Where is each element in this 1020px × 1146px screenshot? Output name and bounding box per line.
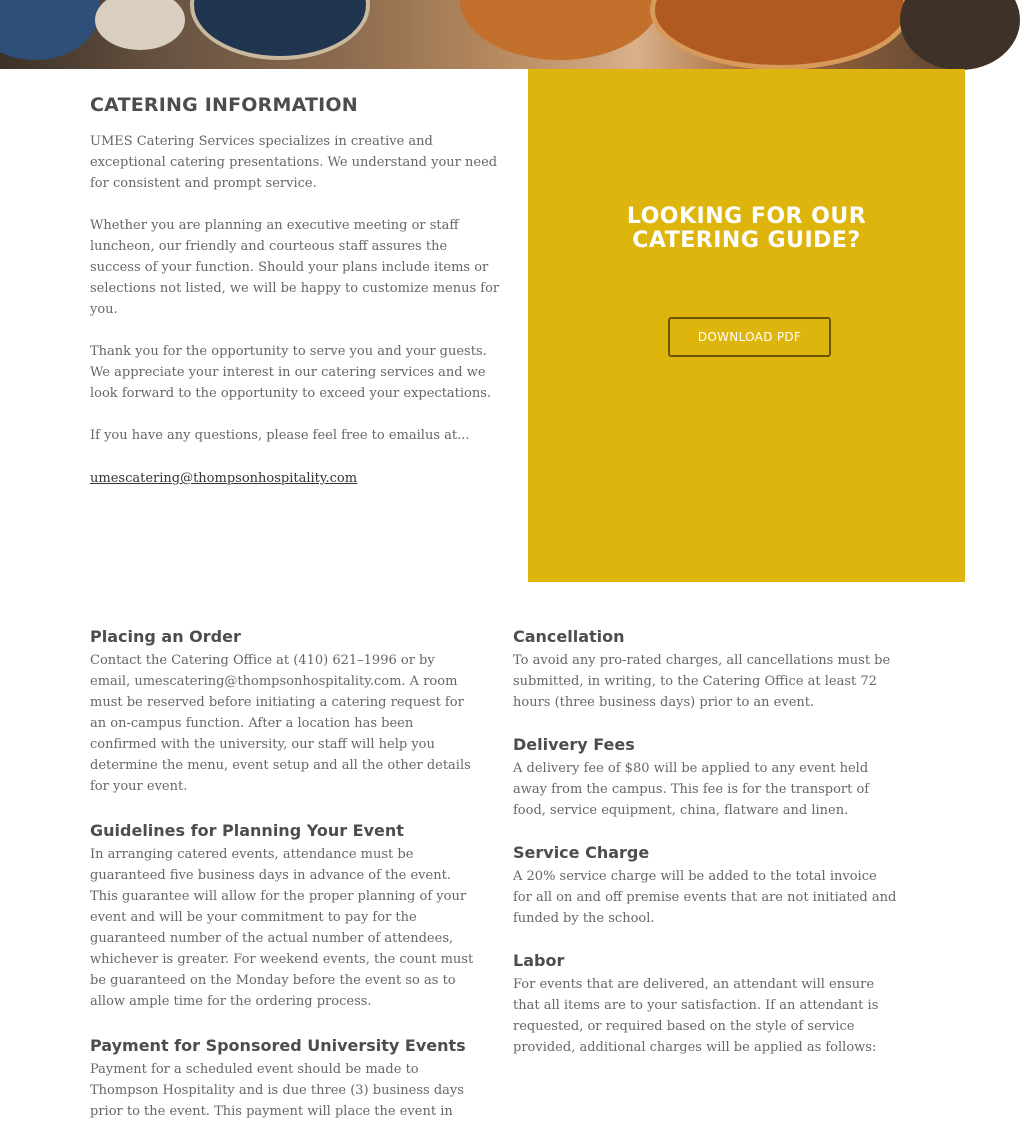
section-body: For events that are delivered, an attendant will ensure that all items are to your satisfaction. If an attendant is requested, or required based on the style of service provided, additional charges will be applied as follows:	[513, 977, 879, 1055]
intro-paragraph: Thank you for the opportunity to serve you and your guests. We appreciate your interest in our catering services and we look forward to the opportunity to exceed your expectations.	[90, 344, 492, 401]
intro-paragraph: UMES Catering Services specializes in creative and exceptional catering presentations. We understand your need for consistent and prompt service.	[90, 134, 498, 191]
copper-pot-shape	[460, 0, 660, 60]
section-heading: Cancellation	[513, 627, 625, 646]
section-payment	[90, 1036, 475, 1122]
section-heading: Labor	[513, 951, 565, 970]
info-column-right	[513, 627, 898, 1080]
section-body: To avoid any pro-rated charges, all cancellations must be submitted, in writing, to the Catering Office at least 72 hours (three business days) prior to an event.	[513, 653, 891, 710]
section-labor	[513, 951, 898, 1058]
dark-bowl-shape	[190, 0, 370, 60]
intro-paragraph: Whether you are planning an executive meeting or staff luncheon, our friendly and courteous staff assures the success of your function. Should your plans include items or selections not listed, we will be happy to customize menus for you.	[90, 218, 500, 317]
catering-intro	[90, 94, 500, 489]
catering-guide-panel	[528, 69, 965, 582]
hero-food-image	[0, 0, 965, 69]
cta-title-line: LOOKING FOR OUR	[626, 204, 867, 229]
section-body: Contact the Catering Office at (410) 621–1996 or by email, umescatering@thompsonhospitality.com. A room must be reserved before initiating a catering request for an on-campus function. After a location has been confirmed with the university, our staff will help you determine the menu, event setup and all the other details for your event.	[90, 653, 471, 794]
download-pdf-button[interactable]: DOWNLOAD PDF	[668, 317, 831, 357]
section-body: In arranging catered events, attendance must be guaranteed five business days in advance of the event. This guarantee will allow for the proper planning of your event and will be your commitment to pay for the guaranteed number of the actual number of attendees, whichever is greater. For weekend events, the count must be guaranteed on the Monday before the event so as to allow ample time for the ordering process.	[90, 847, 474, 1009]
section-body: A delivery fee of $80 will be applied to any event held away from the campus. This fee is for the transport of food, service equipment, china, flatware and linen.	[513, 761, 870, 818]
dark-dish-shape	[900, 0, 1020, 70]
section-body: Payment for a scheduled event should be made to Thompson Hospitality and is due three (3) business days prior to the event. This payment will place the event in	[90, 1062, 464, 1119]
section-cancellation	[513, 627, 898, 713]
page-title: CATERING INFORMATION	[90, 94, 358, 116]
section-delivery-fees	[513, 735, 898, 821]
section-placing-order	[90, 627, 475, 797]
plate-shape	[95, 0, 185, 50]
blue-bowl-shape	[0, 0, 100, 60]
email-link[interactable]: umescatering@thompsonhospitality.com	[90, 471, 358, 486]
section-body: A 20% service charge will be added to the total invoice for all on and off premise events that are not initiated and funded by the school.	[513, 869, 897, 926]
section-heading: Payment for Sponsored University Events	[90, 1036, 466, 1055]
catering-guide-title	[528, 205, 965, 253]
section-heading: Service Charge	[513, 843, 650, 862]
curry-pot-shape	[650, 0, 910, 70]
section-heading: Guidelines for Planning Your Event	[90, 821, 404, 840]
section-heading: Delivery Fees	[513, 735, 635, 754]
intro-paragraph: If you have any questions, please feel free to emailus at...	[90, 428, 470, 443]
section-service-charge	[513, 843, 898, 929]
cta-title-line: CATERING GUIDE?	[632, 228, 861, 253]
section-heading: Placing an Order	[90, 627, 241, 646]
section-guidelines	[90, 821, 475, 1012]
info-column-left	[90, 627, 475, 1146]
